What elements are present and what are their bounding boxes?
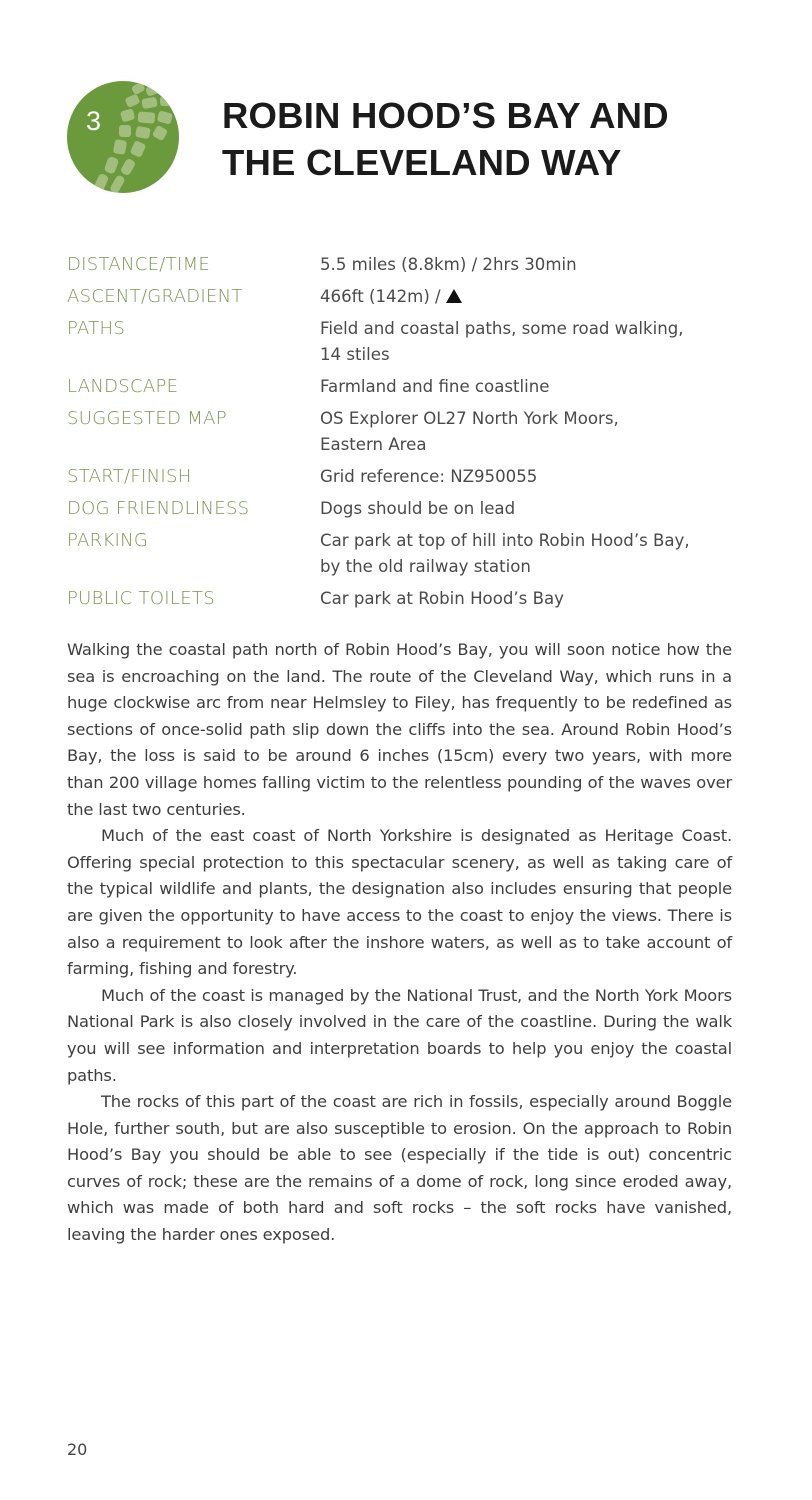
walk-description [67,637,732,1249]
paragraph: Walking the coastal path north of Robin Hood’s Bay, you will soon notice how the sea is encroaching on the land. The route of the Cleveland Way, which runs in a huge clockwise arc from near Helmsley to Filey, has frequently to be redefined as sections of once-solid path slip down the cliffs into the sea. Around Robin Hood’s Bay, the loss is said to be around 6 inches (15cm) every two years, with more than 200 village homes falling victim to the relentless pounding of the waves over the last two centuries. [67,640,732,819]
walk-title-line-1: ROBIN HOOD’S BAY AND [222,95,669,136]
fact-row-distance-time [67,252,747,278]
fact-row-public-toilets [67,586,747,612]
fact-value: Field and coastal paths, some road walking, 14 stiles [320,319,684,364]
fact-value: 5.5 miles (8.8km) / 2hrs 30min [320,255,577,274]
fact-value: Grid reference: NZ950055 [320,467,538,486]
fact-label: PUBLIC TOILETS [67,588,215,609]
fact-row-ascent-gradient [67,284,747,310]
fact-label: DISTANCE/TIME [67,254,211,275]
fact-value: OS Explorer OL27 North York Moors, Eastern Area [320,409,619,454]
fact-row-suggested-map [67,406,747,458]
paragraph: Much of the coast is managed by the National Trust, and the North York Moors National Park is also closely involved in the care of the coastline. During the walk you will see information and interpretation boards to help you enjoy the coastal paths. [67,985,732,1085]
paragraph: The rocks of this part of the coast are rich in fossils, especially around Boggle Hole, further south, but are also susceptible to erosion. On the approach to Robin Hood’s Bay you should be able to see (especially if the tide is out) concentric curves of rock; these are the remains of a dome of rock, long since eroded away, which was made of both hard and soft rocks – the soft rocks have vanished, leaving the harder ones exposed. [67,1092,732,1245]
fact-label: PARKING [67,530,149,551]
footprint-path-icon [66,80,180,194]
page-number: 20 [67,1440,88,1459]
fact-row-start-finish [67,464,747,490]
fact-value-wrap [320,284,747,310]
fact-label: PATHS [67,318,126,339]
fact-value: Car park at top of hill into Robin Hood’s Bay, by the old railway station [320,531,690,576]
walk-number: 3 [86,106,102,136]
paragraph: Much of the east coast of North Yorkshire is designated as Heritage Coast. Offering special protection to this spectacular scenery, as well as taking care of the typical wildlife and plants, the designation also includes ensuring that people are given the opportunity to have access to the coast to enjoy the views. There is also a requirement to look after the inshore waters, as well as to take account of farming, fishing and forestry. [67,826,732,979]
fact-label: SUGGESTED MAP [67,408,227,429]
fact-label: START/FINISH [67,466,192,487]
walk-title-line-2: THE CLEVELAND WAY [222,142,622,183]
fact-value: Dogs should be on lead [320,499,516,518]
fact-value: Farmland and fine coastline [320,377,550,396]
fact-label: ASCENT/GRADIENT [67,286,243,307]
fact-label: LANDSCAPE [67,376,179,397]
fact-label: DOG FRIENDLINESS [67,498,250,519]
fact-row-landscape [67,374,747,400]
triangle-difficulty-icon [446,289,462,303]
fact-row-paths [67,316,747,368]
walk-number-badge [66,80,180,194]
fact-value: 466ft (142m) / [320,287,446,306]
walk-facts-table [67,252,747,618]
fact-row-parking [67,528,747,580]
fact-row-dog-friendliness [67,496,747,522]
fact-value: Car park at Robin Hood’s Bay [320,589,564,608]
walk-title [222,92,669,186]
